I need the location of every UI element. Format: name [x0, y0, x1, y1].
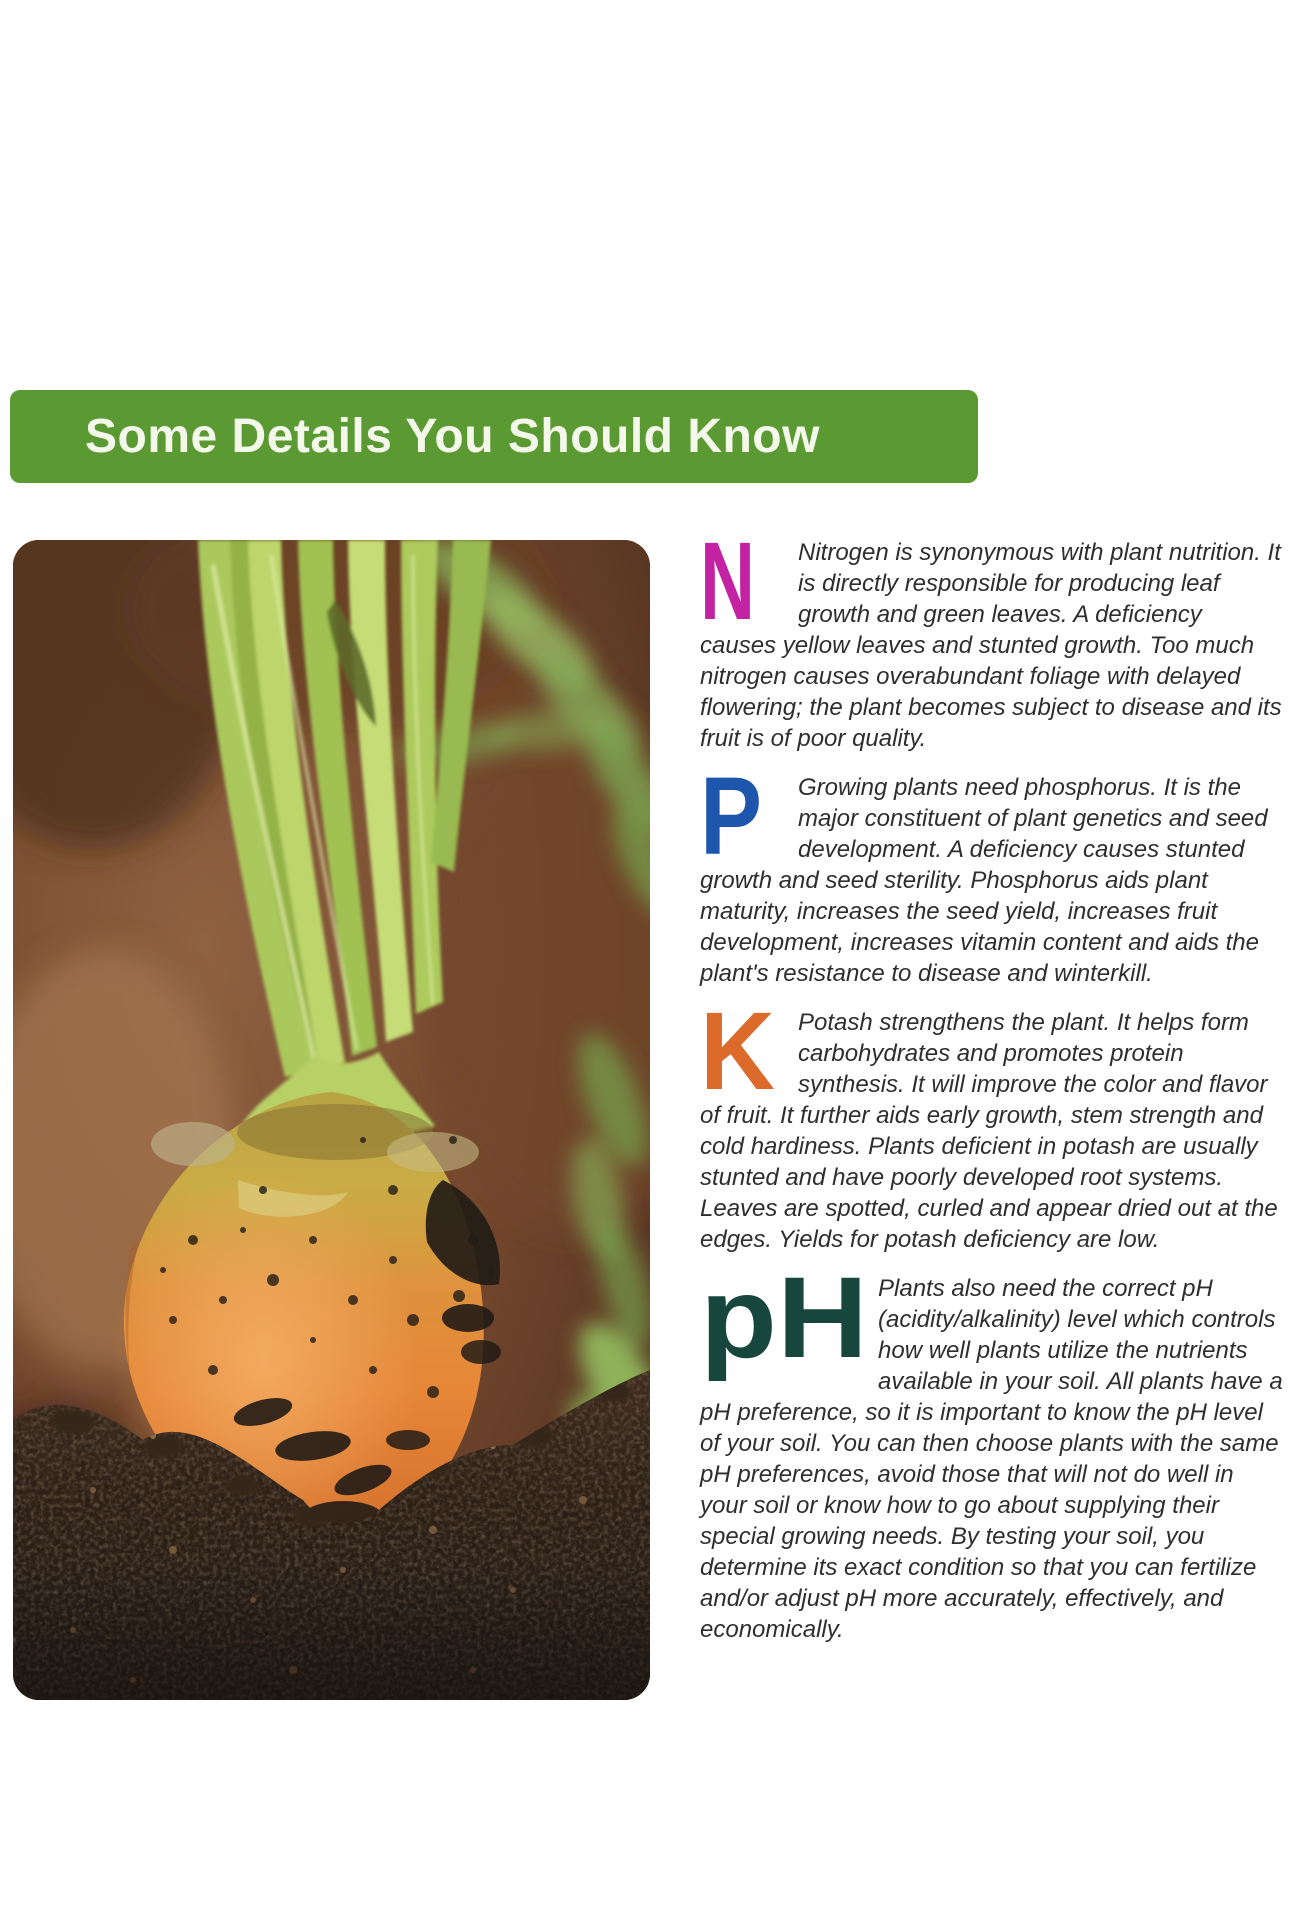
section-potash-text: Potash strengthens the plant. It helps form carbohydrates and promotes protein synthesis. It will improve the color and flavor of fruit. It further aids early growth, stem strength and cold hardiness. Plants deficient in potash are usually stunted and have poorly developed root systems. Leaves are spotted, curled and appear dried out at the edges. Yields for potash deficiency are low. [700, 1009, 1278, 1253]
section-potash [700, 990, 1284, 1255]
section-nitrogen-text: Nitrogen is synonymous with plant nutrition. It is directly responsible for producing leaf growth and green leaves. A deficiency causes yellow leaves and stunted growth. Too much nitrogen causes overabundant foliage with delayed flowering; the plant becomes subject to disease and its fruit is of poor quality. [700, 539, 1282, 752]
drop-cap-n [700, 520, 798, 643]
section-phosphorus [700, 755, 1284, 989]
drop-cap-k [700, 990, 798, 1113]
section-ph-text: Plants also need the correct pH (acidity/alkalinity) level which controls how well plants utilize the nutrients available in your soil. All plants have a pH preference, so it is important to know the pH level of your soil. You can then choose plants with the same pH preferences, avoid those that will not do well in your soil or know how to go about supplying their special growing needs. By testing your soil, you determine its exact condition so that you can fertilize and/or adjust pH more accurately, effectively, and economically. [700, 1275, 1283, 1643]
photo-haze [13, 540, 650, 1700]
section-nitrogen [700, 520, 1284, 754]
drop-cap-ph [700, 1254, 878, 1393]
drop-cap-n-letter: N [700, 520, 755, 643]
drop-cap-k-letter: K [700, 990, 775, 1113]
carrot-photo [13, 540, 650, 1700]
text-column [700, 520, 1284, 1663]
section-phosphorus-text: Growing plants need phosphorus. It is the major constituent of plant genetics and seed development. A deficiency causes stunted growth and seed sterility. Phosphorus aids plant maturity, increases the seed yield, increases fruit development, increases vitamin content and aids the plant's resistance to disease and winterkill. [700, 774, 1268, 987]
drop-cap-p-letter: P [700, 755, 762, 878]
section-ph [700, 1254, 1284, 1645]
drop-cap-p [700, 755, 798, 878]
carrot-photo-art [13, 540, 650, 1700]
page-title: Some Details You Should Know [85, 410, 820, 463]
header-bar [10, 390, 978, 483]
drop-cap-ph-letters: pH [700, 1254, 868, 1382]
